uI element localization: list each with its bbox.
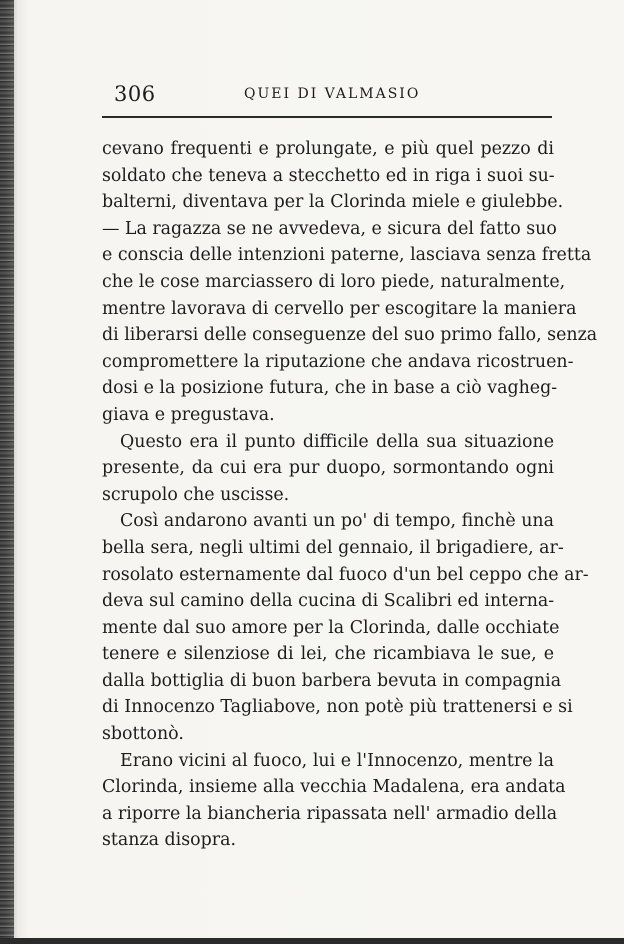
text-line: stanza disopra.	[102, 830, 236, 851]
text-line: dosi e la posizione futura, che in base a ciò vagheg-	[102, 378, 558, 399]
book-binding-edge	[0, 0, 14, 944]
page-header	[114, 82, 554, 110]
text-line: Così andarono avanti un po' di tempo, finchè una	[120, 511, 554, 532]
page-bottom-edge	[0, 938, 624, 944]
text-line: giava e pregustava.	[102, 404, 275, 425]
text-line: Questo era il punto difficile della sua situazione	[120, 431, 554, 452]
page-number: 306	[114, 82, 156, 106]
text-line: di liberarsi delle conseguenze del suo primo fallo, senza	[102, 325, 598, 346]
body-text	[102, 136, 598, 854]
text-line: a riporre la biancheria ripassata nell' armadio della	[102, 803, 558, 824]
text-line: soldato che teneva a stecchetto ed in riga i suoi su-	[102, 165, 555, 186]
text-line: compromettere la riputazione che andava ricostruen-	[102, 351, 574, 372]
text-line: tenere e silenziose di lei, che ricambiava le sue, e	[102, 644, 554, 665]
running-title: QUEI DI VALMASIO	[244, 86, 421, 102]
text-line: che le cose marciassero di loro piede, naturalmente,	[102, 271, 566, 292]
text-line: di Innocenzo Tagliabove, non potè più trattenersi e si	[102, 697, 573, 718]
text-line: mentre lavorava di cervello per escogitare la maniera	[102, 298, 577, 319]
text-line: dalla bottiglia di buon barbera bevuta in compagnia	[102, 670, 562, 691]
text-line: Erano vicini al fuoco, lui e l'Innocenzo, mentre la	[120, 750, 554, 771]
text-line: deva sul camino della cucina di Scalibri ed interna-	[102, 591, 555, 612]
text-line: e conscia delle intenzioni paterne, lasciava senza fretta	[102, 245, 592, 266]
text-line: Clorinda, insieme alla vecchia Madalena, era andata	[102, 777, 566, 798]
text-line: mente dal suo amore per la Clorinda, dalle occhiate	[102, 617, 560, 638]
text-line: sbottonò.	[102, 724, 184, 745]
text-line: scrupolo che uscisse.	[102, 484, 290, 505]
text-line: cevano frequenti e prolungate, e più quel pezzo di	[102, 139, 554, 159]
text-line: bella sera, negli ultimi del gennaio, il brigadiere, ar-	[102, 537, 564, 558]
text-line: — La ragazza se ne avvedeva, e sicura del fatto suo	[102, 218, 557, 239]
header-rule	[102, 116, 552, 118]
text-line: balterni, diventava per la Clorinda miele e giulebbe.	[102, 192, 564, 213]
text-line: presente, da cui era pur duopo, sormontando ogni	[102, 458, 554, 479]
text-line: rosolato esternamente dal fuoco d'un bel ceppo che ar-	[102, 564, 589, 585]
